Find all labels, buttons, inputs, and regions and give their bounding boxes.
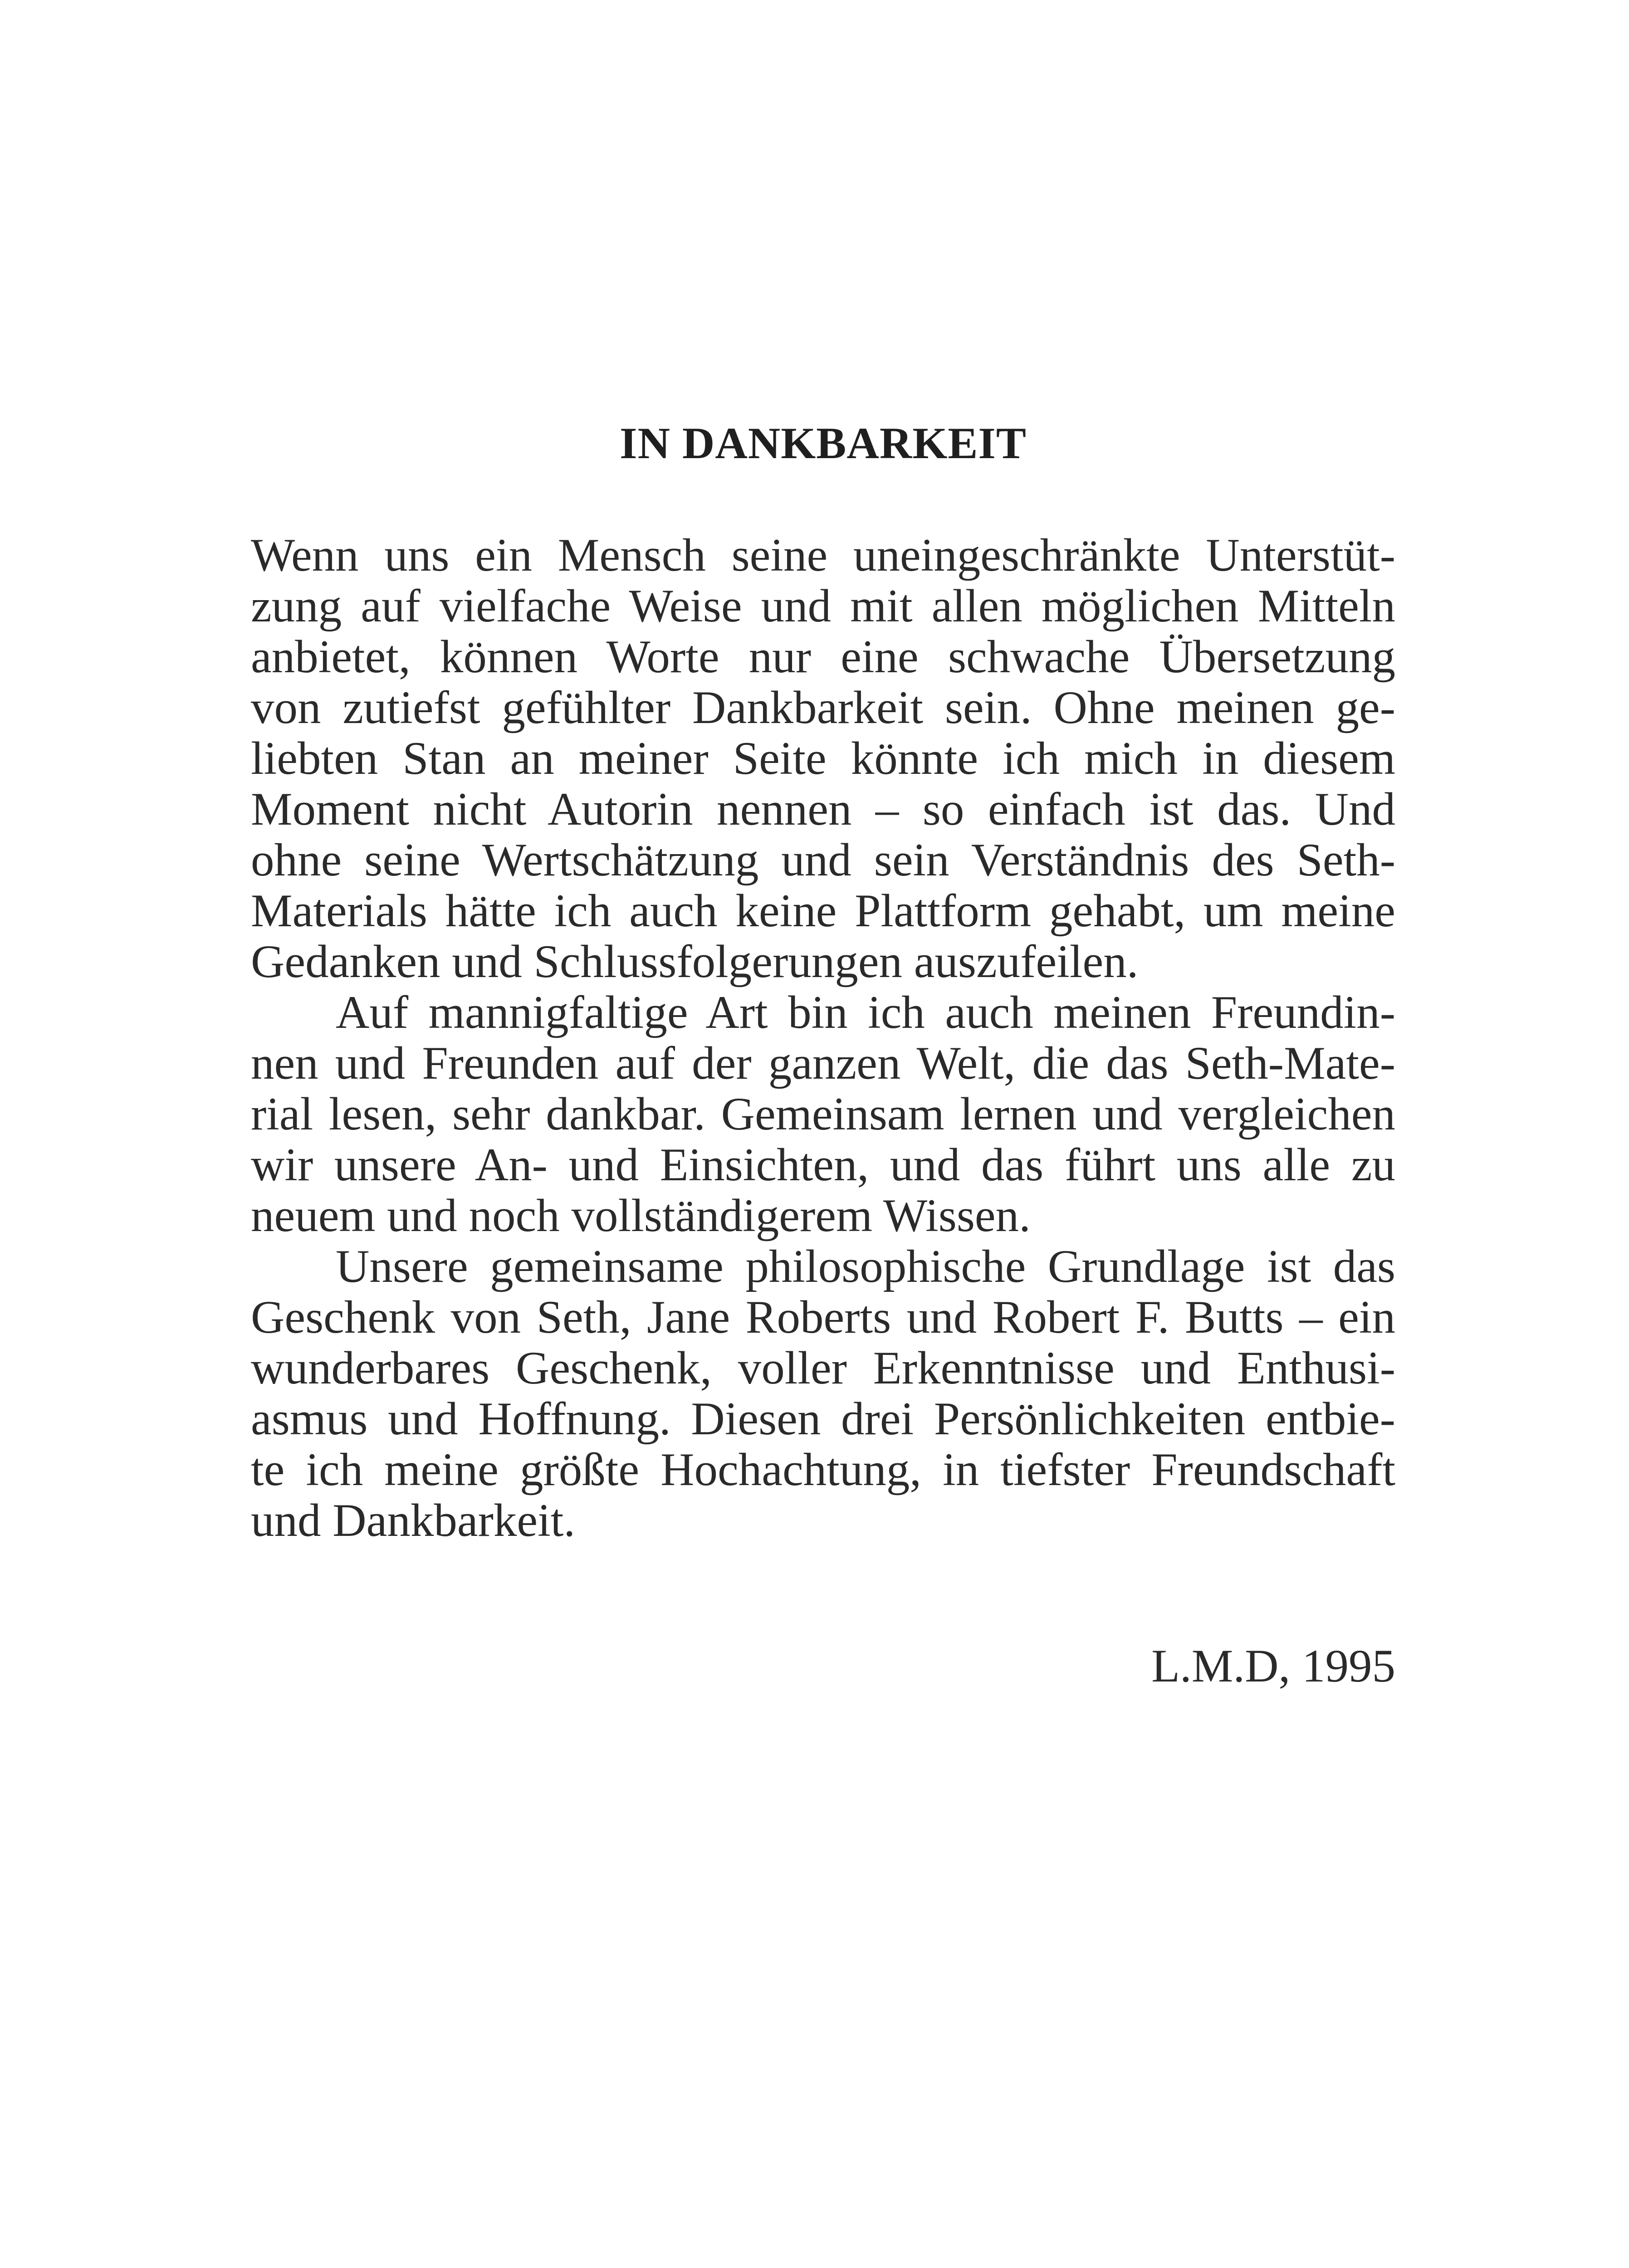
text-line: Geschenk von Seth, Jane Roberts und Robert F. Butts – ein	[251, 1291, 1395, 1343]
text-line: Auf mannigfaltige Art bin ich auch meinen Freundin-	[336, 987, 1395, 1038]
text-line: liebten Stan an meiner Seite könnte ich mich in diesem	[251, 733, 1395, 784]
text-line: von zutiefst gefühlter Dankbarkeit sein. Ohne meinen ge-	[251, 682, 1395, 733]
text-line: zung auf vielfache Weise und mit allen möglichen Mitteln	[251, 580, 1395, 632]
text-line: nen und Freunden auf der ganzen Welt, die das Seth-Mate-	[251, 1037, 1395, 1089]
text-line: wir unsere An- und Einsichten, und das führt uns alle zu	[251, 1139, 1395, 1191]
paragraph	[251, 987, 1395, 1241]
paragraph	[251, 530, 1395, 987]
text-line: rial lesen, sehr dankbar. Gemeinsam lernen und vergleichen	[251, 1088, 1395, 1140]
text-line: Unsere gemeinsame philosophische Grundlage ist das	[336, 1241, 1395, 1292]
text-line: und Dankbarkeit.	[251, 1495, 576, 1546]
text-line: ohne seine Wertschätzung und sein Verständnis des Seth-	[251, 834, 1395, 886]
text-line: te ich meine größte Hochachtung, in tiefster Freundschaft	[251, 1444, 1395, 1496]
text-line: neuem und noch vollständigerem Wissen.	[251, 1190, 1031, 1242]
paragraph	[251, 1241, 1395, 1546]
text-line: Moment nicht Autorin nennen – so einfach ist das. Und	[251, 783, 1395, 835]
text-line: anbietet, können Worte nur eine schwache Übersetzung	[251, 631, 1395, 683]
text-line: asmus und Hoffnung. Diesen drei Persönlichkeiten entbie-	[251, 1393, 1395, 1445]
page-heading: IN DANKBARKEIT	[620, 419, 1027, 468]
text-line: Gedanken und Schlussfolgerungen auszufeilen.	[251, 936, 1139, 987]
acknowledgement-text	[251, 530, 1395, 1546]
text-line: wunderbares Geschenk, voller Erkenntnisse und Enthusi-	[251, 1342, 1395, 1394]
text-line: Materials hätte ich auch keine Plattform gehabt, um meine	[251, 885, 1395, 937]
signature: L.M.D, 1995	[1151, 1640, 1395, 1692]
text-line: Wenn uns ein Mensch seine uneingeschränkte Unterstüt-	[251, 529, 1395, 581]
